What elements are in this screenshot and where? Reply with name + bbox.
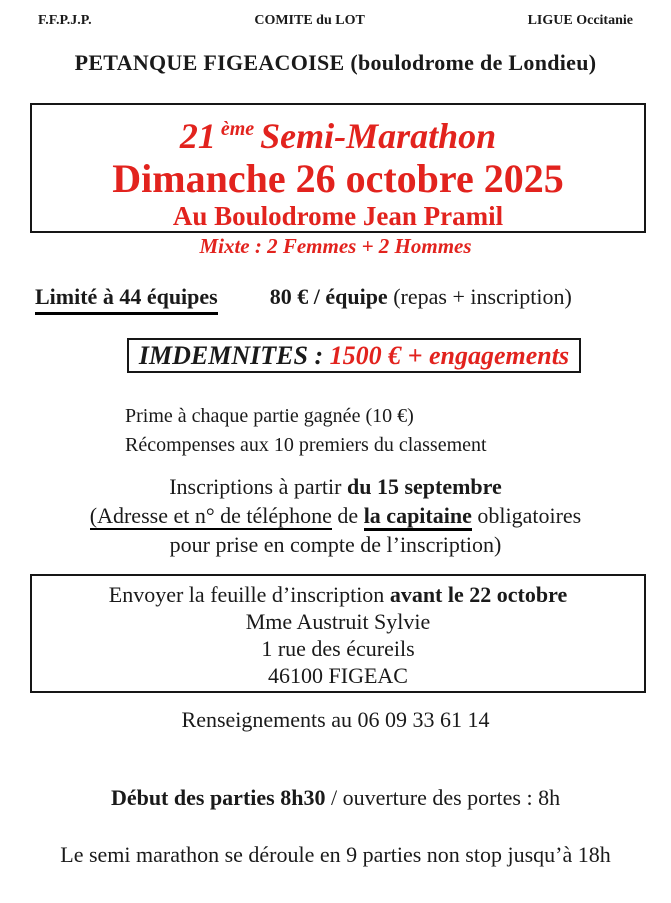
- phone-contact-line: Renseignements au 06 09 33 61 14: [181, 707, 490, 732]
- inscriptions-block: [0, 472, 671, 559]
- requirements-mid-text: de: [337, 503, 359, 528]
- duration-line: Le semi marathon se déroule en 9 parties non stop jusqu’à 18h: [60, 842, 611, 867]
- prize-amount: 1500 € + engagements: [329, 340, 570, 370]
- contact-name: Mme Austruit Sylvie: [245, 609, 431, 634]
- league-label: LIGUE Occitanie: [527, 13, 633, 28]
- required-contact-info: (Adresse et n° de téléphone: [89, 503, 332, 528]
- team-format-line: Mixte : 2 Femmes + 2 Hommes: [199, 234, 472, 258]
- federation-label: F.F.P.J.P.: [38, 13, 92, 28]
- prize-label: IMDEMNITES :: [138, 340, 330, 370]
- send-form-text: Envoyer la feuille d’inscription: [108, 582, 385, 607]
- win-bonus-line: Prime à chaque partie gagnée (10 €): [125, 405, 414, 427]
- city-postal: 46100 FIGEAC: [268, 663, 408, 688]
- event-edition-line: [32, 108, 644, 157]
- captain-emphasis: la capitaine: [364, 503, 472, 531]
- committee-label: COMITE du LOT: [254, 13, 365, 28]
- event-name: Semi-Marathon: [260, 116, 497, 156]
- inscription-requirements-line: [0, 501, 671, 530]
- street-address: 1 rue des écureils: [261, 636, 415, 661]
- inscription-start-line: [0, 472, 671, 501]
- team-limit-label: Limité à 44 équipes: [35, 284, 218, 315]
- edition-suffix: ème: [220, 118, 255, 140]
- event-date: Dimanche 26 octobre 2025: [112, 156, 564, 201]
- mailing-address-box: [30, 574, 646, 693]
- send-form-line: [32, 581, 644, 608]
- edition-number: 21: [179, 116, 216, 156]
- event-venue: Au Boulodrome Jean Pramil: [172, 201, 504, 231]
- header: [38, 13, 633, 29]
- registration-line: [35, 284, 655, 315]
- rewards-block: [125, 402, 645, 460]
- prize-box: [127, 338, 581, 373]
- inscription-requirements-line2: pour prise en compte de l’inscription): [169, 532, 502, 557]
- doors-open-time: / ouverture des portes : 8h: [330, 785, 561, 810]
- inscription-start-date: du 15 septembre: [346, 474, 502, 499]
- entry-fee: 80 € / équipe: [269, 284, 388, 309]
- start-time-line: [0, 785, 671, 811]
- inscription-intro: Inscriptions à partir: [169, 474, 342, 499]
- entry-fee-note: (repas + inscription): [387, 284, 572, 309]
- event-title-box: [30, 103, 646, 233]
- ranking-rewards-line: Récompenses aux 10 premiers du classement: [125, 434, 487, 456]
- deadline-date: avant le 22 octobre: [389, 582, 568, 607]
- club-title: PETANQUE FIGEACOISE (boulodrome de Londieu): [74, 50, 597, 75]
- requirements-tail-text: obligatoires: [477, 503, 582, 528]
- games-start-time: Début des parties 8h30: [110, 785, 326, 810]
